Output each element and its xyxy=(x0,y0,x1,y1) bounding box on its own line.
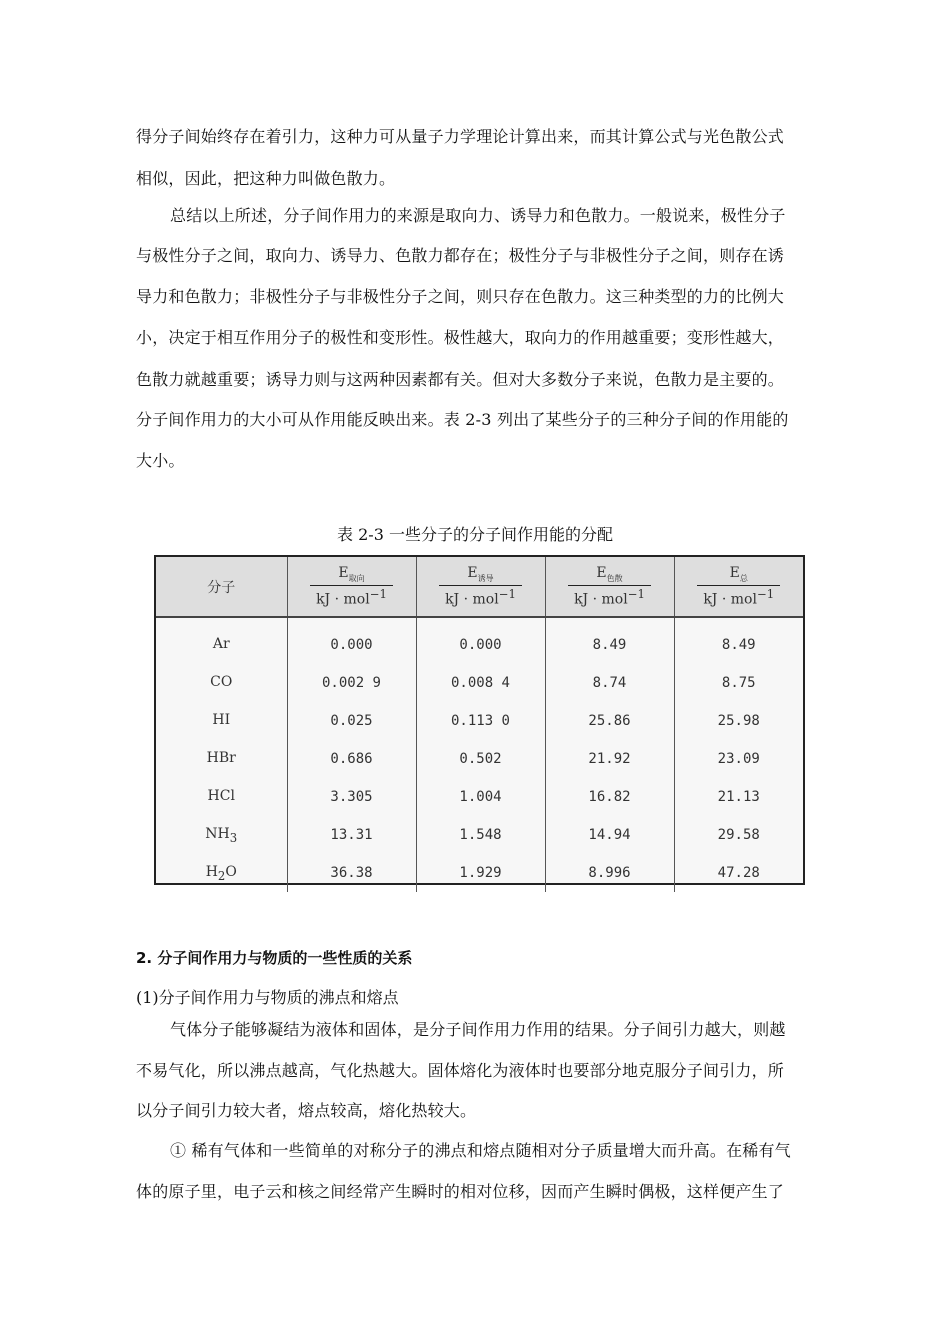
paragraph-line: 大小。 xyxy=(136,451,185,470)
value-cell: 0.008 4 xyxy=(416,664,545,702)
value-cell: 0.113 0 xyxy=(416,702,545,740)
value-cell: 3.305 xyxy=(287,778,416,816)
value-cell: 0.686 xyxy=(287,740,416,778)
header-induction-energy: $\frac{E_{诱导}}{kJ \cdot mol^{-1}}$ xyxy=(416,557,545,617)
value-cell: 0.002 9 xyxy=(287,664,416,702)
paragraph-line: 色散力就越重要；诱导力则与这两种因素都有关。但对大多数分子来说，色散力是主要的。 xyxy=(136,370,785,389)
value-cell: 16.82 xyxy=(545,778,674,816)
molecule-cell: HCl xyxy=(156,778,287,816)
molecule-cell: HBr xyxy=(156,740,287,778)
value-cell: 8.74 xyxy=(545,664,674,702)
paragraph-line: 与极性分子之间，取向力、诱导力、色散力都存在；极性分子与非极性分子之间，则存在诱 xyxy=(136,246,785,265)
value-cell: 0.000 xyxy=(287,617,416,664)
paragraph-line: 小，决定于相互作用分子的极性和变形性。极性越大，取向力的作用越重要；变形性越大， xyxy=(136,328,785,347)
table-row xyxy=(156,778,803,816)
value-cell: 25.86 xyxy=(545,702,674,740)
value-cell: 1.548 xyxy=(416,816,545,854)
value-cell: 0.502 xyxy=(416,740,545,778)
header-total-energy: $\frac{E_总}{kJ \cdot mol^{-1}}$ xyxy=(674,557,803,617)
value-cell: 21.92 xyxy=(545,740,674,778)
table-row xyxy=(156,617,803,664)
table-row xyxy=(156,740,803,778)
paragraph-line: 体的原子里，电子云和核之间经常产生瞬时的相对位移，因而产生瞬时偶极，这样便产生了 xyxy=(136,1182,785,1201)
paragraph-line: 导力和色散力；非极性分子与非极性分子之间，则只存在色散力。这三种类型的力的比例大 xyxy=(136,287,785,306)
value-cell: 0.000 xyxy=(416,617,545,664)
paragraph-line: 以分子间引力较大者，熔点较高，熔化热较大。 xyxy=(136,1101,477,1120)
header-dispersion-energy: $\frac{E_{色散}}{kJ \cdot mol^{-1}}$ xyxy=(545,557,674,617)
value-cell: 36.38 xyxy=(287,854,416,892)
paragraph-line: ① 稀有气体和一些简单的对称分子的沸点和熔点随相对分子质量增大而升高。在稀有气 xyxy=(170,1141,791,1160)
paragraph-line: 相似，因此，把这种力叫做色散力。 xyxy=(136,169,396,188)
header-orientation-energy: $\frac{E_{取向}}{kJ \cdot mol^{-1}}$ xyxy=(287,557,416,617)
section-subheading: (1)分子间作用力与物质的沸点和熔点 xyxy=(136,988,399,1007)
energy-table xyxy=(154,555,805,885)
value-cell: 47.28 xyxy=(717,865,760,881)
paragraph-line: 总结以上所述，分子间作用力的来源是取向力、诱导力和色散力。一般说来，极性分子 xyxy=(170,206,786,225)
table-row xyxy=(156,854,803,892)
value-cell: 1.004 xyxy=(416,778,545,816)
paragraph-line: 分子间作用力的大小可从作用能反映出来。表 2-3 列出了某些分子的三种分子间的作用能的 xyxy=(136,410,789,429)
value-cell: 25.98 xyxy=(717,713,760,729)
paragraph-line: 气体分子能够凝结为液体和固体，是分子间作用力作用的结果。分子间引力越大，则越 xyxy=(170,1020,786,1039)
value-cell: 14.94 xyxy=(545,816,674,854)
value-cell: 8.75 xyxy=(721,675,756,691)
value-cell: 8.49 xyxy=(721,637,756,653)
table-caption: 表 2-3 一些分子的分子间作用能的分配 xyxy=(337,525,613,544)
value-cell: 8.996 xyxy=(545,854,674,892)
value-cell: 23.09 xyxy=(717,751,760,767)
value-cell: 29.58 xyxy=(717,827,760,843)
paragraph-line: 得分子间始终存在着引力，这种力可从量子力学理论计算出来，而其计算公式与光色散公式 xyxy=(136,127,785,146)
value-cell: 21.13 xyxy=(717,789,760,805)
molecule-cell: $NH_3$ xyxy=(156,816,287,854)
table-row xyxy=(156,702,803,740)
table-row xyxy=(156,664,803,702)
paragraph-line: 不易气化，所以沸点越高，气化热越大。固体熔化为液体时也要部分地克服分子间引力，所 xyxy=(136,1061,785,1080)
value-cell: 0.025 xyxy=(287,702,416,740)
table-header-row xyxy=(156,557,803,617)
molecule-cell: $H_2O$ xyxy=(156,854,287,892)
value-cell: 8.49 xyxy=(545,617,674,664)
molecule-cell: CO xyxy=(156,664,287,702)
value-cell: 1.929 xyxy=(416,854,545,892)
table-row xyxy=(156,816,803,854)
header-molecule: 分子 xyxy=(156,557,287,617)
section-heading: 2. 分子间作用力与物质的一些性质的关系 xyxy=(136,949,413,967)
value-cell: 13.31 xyxy=(287,816,416,854)
molecule-cell: Ar xyxy=(156,617,287,664)
molecule-cell: HI xyxy=(156,702,287,740)
